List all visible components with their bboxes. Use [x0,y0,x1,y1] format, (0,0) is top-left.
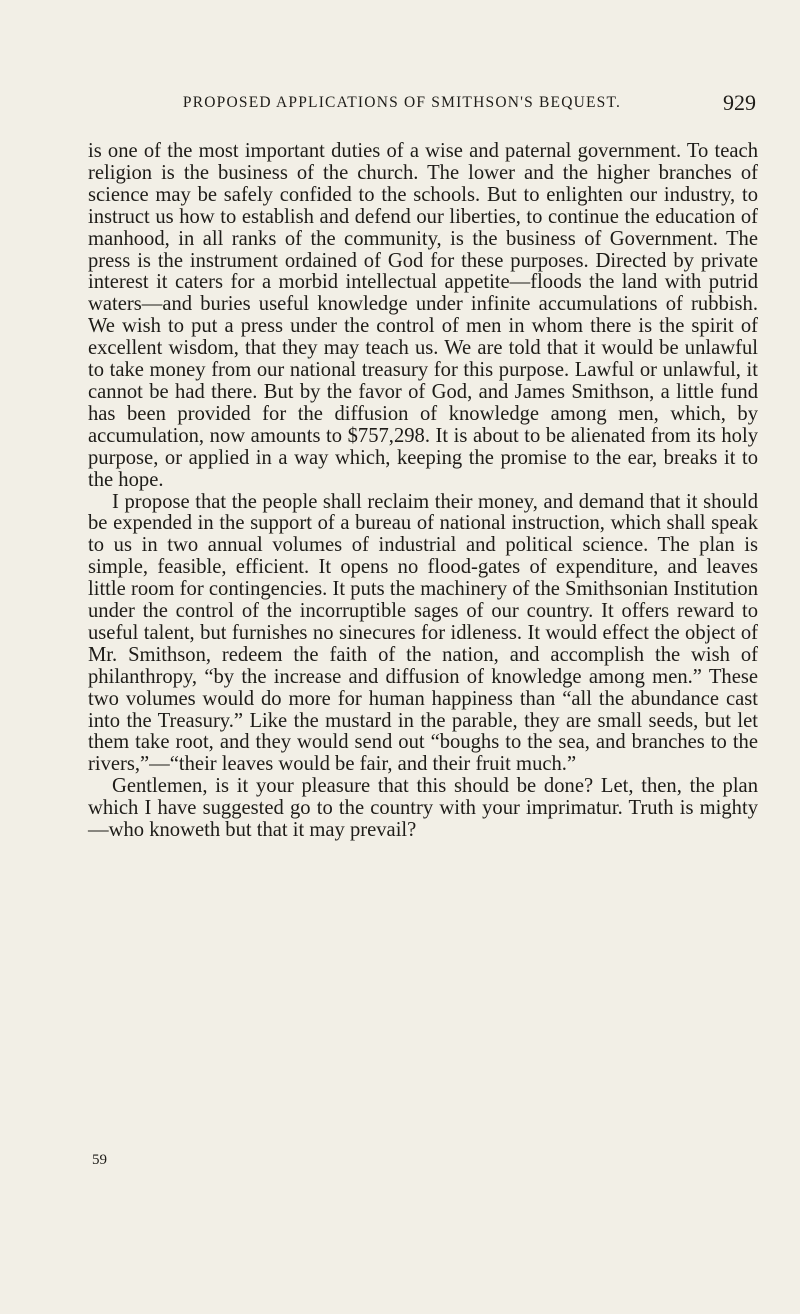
running-header [118,90,756,124]
paragraph-1: is one of the most important duties of a wise and paternal government. To teach religion is the business of the church. The lower and the higher branches of science may be safely confided to the schools. But to enlighten our industry, to instruct us how to establish and defend our liberties, to continue the education of manhood, in all ranks of the community, is the business of Government. The press is the instrument ordained of God for these purposes. Directed by private interest it caters for a morbid intellectual appetite—floods the land with putrid waters—and buries useful knowledge under infinite accumulations of rubbish. We wish to put a press under the control of men in whom there is the spirit of excellent wisdom, that they may teach us. We are told that it would be unlawful to take money from our national treasury for this purpose. Lawful or unlawful, it cannot be had there. But by the favor of God, and James Smithson, a little fund has been provided for the diffusion of knowledge among men, which, by accumulation, now amounts to $757,298. It is about to be alienated from its holy purpose, or applied in a way which, keeping the promise to the ear, breaks it to the hope. [88,140,758,491]
paragraph-3: Gentlemen, is it your pleasure that this should be done? Let, then, the plan which I have suggested go to the country with your imprimatur. Truth is mighty—who knoweth but that it may prevail? [88,775,758,842]
body-text [88,141,758,842]
paragraph-2: I propose that the people shall reclaim their money, and demand that it should be expended in the support of a bureau of national instruction, which shall speak to us in two annual volumes of industrial and political science. The plan is simple, feasible, efficient. It opens no flood-gates of expenditure, and leaves little room for contingencies. It puts the machinery of the Smithsonian Institution under the control of the incorruptible sages of our country. It offers reward to useful talent, but furnishes no sinecures for idleness. It would effect the object of Mr. Smithson, redeem the faith of the nation, and accomplish the wish of philanthropy, “by the increase and diffusion of knowledge among men.” These two volumes would do more for human happiness than “all the abundance cast into the Treasury.” Like the mustard in the parable, they are small seeds, but let them take root, and they would send out “boughs to the sea, and branches to the rivers,”—“their leaves would be fair, and their fruit much.” [88,490,758,776]
running-title: PROPOSED APPLICATIONS OF SMITHSON'S BEQUEST. [182,94,622,111]
signature-mark: 59 [92,1152,107,1168]
page-number: 929 [723,90,756,115]
